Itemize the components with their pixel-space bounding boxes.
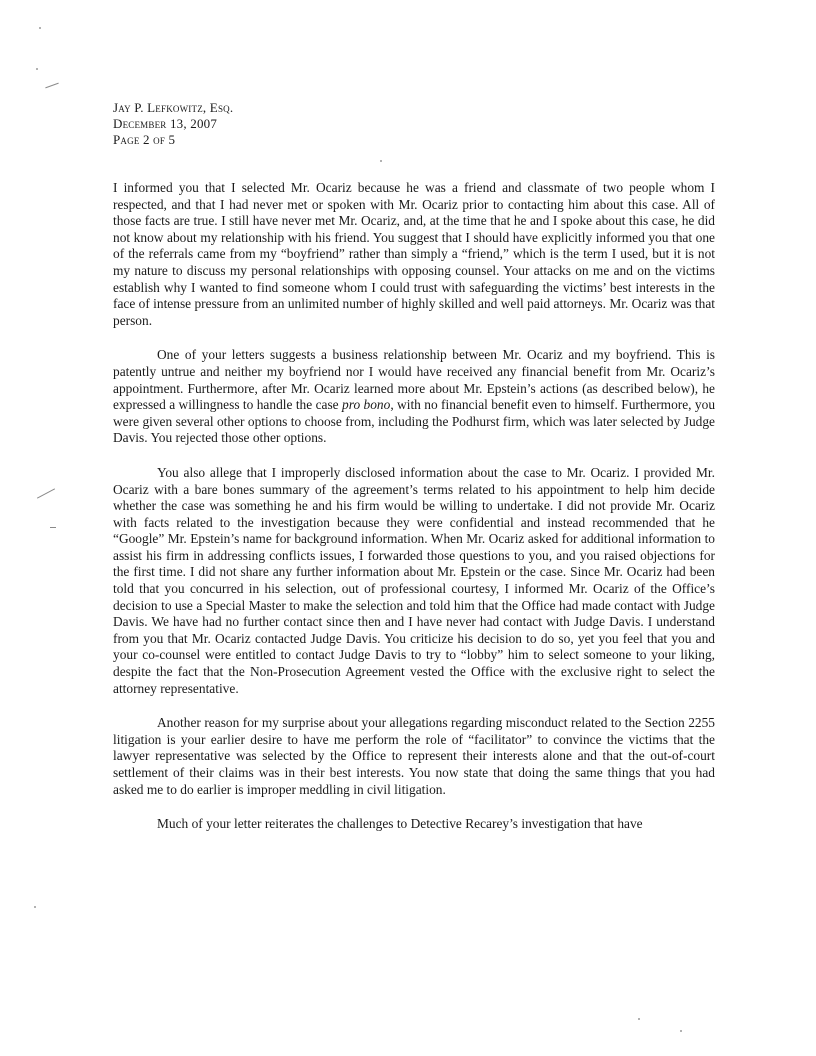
paragraph-text: , with no financial benefit even to himself. Furthermore, you were given several other options to choose from, including the Podhurst firm, which was later selected by Judge Davis. You rejected those other options. [113, 397, 716, 446]
letter-header [113, 100, 233, 148]
scan-speck [638, 1018, 640, 1020]
scan-mark [37, 488, 55, 498]
page-number: Page 2 of 5 [113, 132, 176, 147]
scan-speck [680, 1030, 682, 1032]
recipient-name: Jay P. Lefkowitz, Esq. [113, 100, 234, 115]
scan-speck [36, 68, 38, 70]
scan-speck [34, 906, 36, 908]
scan-mark [45, 83, 58, 89]
paragraph [113, 347, 715, 447]
scan-speck [380, 160, 382, 162]
paragraph-text: One of your letters suggests a business relationship between Mr. Ocariz and my boyfriend. This is patently untrue and neither my boyfriend nor I would have received any financial benefit from Mr. Ocariz’s appointment. Furthermore, after Mr. Ocariz learned more about Mr. Epstein’s actions (as described below), he expressed a willingness to handle the case [113, 347, 715, 413]
letter-date: December 13, 2007 [113, 116, 218, 131]
scan-speck [39, 27, 41, 29]
paragraph: Another reason for my surprise about your allegations regarding misconduct related to the Section 2255 litigation is your earlier desire to have me perform the role of “facilitator” to convince the victims that the lawyer representative was selected by the Office to represent their interests alone and that the out-of-court settlement of their claims was in their best interests. You now state that doing the same things that you had asked me to do earlier is improper meddling in civil litigation. [113, 715, 715, 797]
scan-mark [50, 527, 56, 528]
paragraph-italic-text: pro bono [342, 397, 391, 413]
paragraph: You also allege that I improperly disclosed information about the case to Mr. Ocariz. I provided Mr. Ocariz with a bare bones summary of the agreement’s terms related to his appointment to help him decide whether the case was something he and his firm would be willing to undertake. I did not provide Mr. Ocariz with facts related to the investigation because they were confidential and instead recommended that he “Google” Mr. Epstein’s name for background information. When Mr. Ocariz asked for additional information to assist his firm in addressing conflicts issues, I forwarded those questions to you, and you raised objections for the first time. I did not share any further information about Mr. Epstein or the case. Since Mr. Ocariz had been told that you concurred in his selection, out of professional courtesy, I informed Mr. Ocariz of the Office’s decision to use a Special Master to make the selection and told him that the Office had made contact with Judge Davis. We have had no further contact since then and I have never had contact with Judge Davis. I understand from you that Mr. Ocariz contacted Judge Davis. You criticize his decision to do so, yet you feel that you and your co-counsel were entitled to contact Judge Davis to try to “lobby” him to select someone to your liking, despite the fact that the Non-Prosecution Agreement vested the Office with the exclusive right to select the attorney representative. [113, 464, 715, 696]
letter-body [113, 180, 715, 833]
paragraph: Much of your letter reiterates the challenges to Detective Recarey’s investigation that have [157, 816, 643, 832]
paragraph: I informed you that I selected Mr. Ocariz because he was a friend and classmate of two people whom I respected, and that I had never met or spoken with Mr. Ocariz prior to contacting him about this case. All of those facts are true. I still have never met Mr. Ocariz, and, at the time that he and I spoke about this case, he did not know about my relationship with his friend. You suggest that I should have explicitly informed you that one of the referrals came from my “boyfriend” rather than simply a “friend,” which is the term I used, but it is not my nature to discuss my personal relationships with opposing counsel. Your attacks on me and on the victims establish why I wanted to find someone whom I could trust with safeguarding the victims’ best interests in the face of intense pressure from an unlimited number of highly skilled and well paid attorneys. Mr. Ocariz was that person. [113, 180, 715, 328]
